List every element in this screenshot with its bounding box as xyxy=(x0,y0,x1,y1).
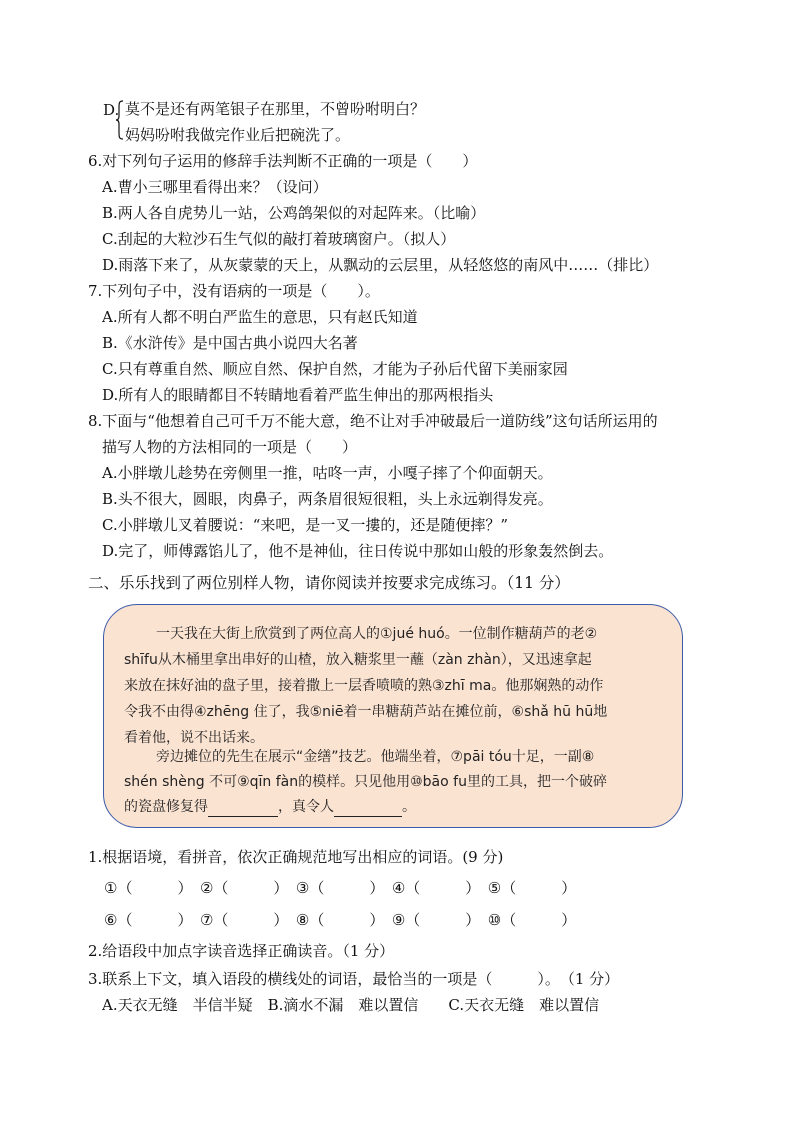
passage-line-6: 旁边摊位的先生在展示“金缮”技艺。他端坐着，⑦pāi tóu十足，一副⑧ xyxy=(156,749,595,765)
q7-option-a: A.所有人都不明白严监生的意思，只有赵氏知道 xyxy=(102,308,418,326)
q8-option-c: C.小胖墩儿叉着腰说：“来吧，是一叉一摟的，还是随便摔？” xyxy=(102,516,509,534)
passage-line-3: 来放在抹好油的盘子里，接着撒上一层香喷喷的熟③zhī ma。他那娴熟的动作 xyxy=(124,678,604,694)
fill-blank-2[interactable] xyxy=(334,798,402,817)
q5-option-d-line1: 莫不是还有两笔银子在那里，不曾吩咐明白？ xyxy=(125,100,426,118)
answer-slots-row-2[interactable]: ⑥（ ） ⑦（ ） ⑧（ ） ⑨（ ） ⑩（ ） xyxy=(104,911,577,929)
section-2-title: 二、乐乐找到了两位别样人物，请你阅读并按要求完成练习。（11 分） xyxy=(88,574,570,592)
brace-icon xyxy=(116,100,124,140)
sub1-stem: 1.根据语境，看拼音，依次正确规范地写出相应的词语。(9 分) xyxy=(88,848,504,866)
q6-option-b: B.两人各自虎势儿一站，公鸡鸽架似的对起阵来。（比喻） xyxy=(102,204,486,222)
passage-line-5: 看着他，说不出话来。 xyxy=(124,730,264,746)
q6-option-d: D.雨落下来了，从灰蒙蒙的天上，从飘动的云层里，从轻悠悠的南风中……（排比） xyxy=(102,256,659,274)
passage-last-line-mid: ，真令人 xyxy=(278,799,334,815)
sub3-stem: 3.联系上下文，填入语段的横线处的词语，最恰当的一项是（ ）。 （1 分） xyxy=(88,970,620,988)
q6-stem: 6.对下列句子运用的修辞手法判断不正确的一项是（ ） xyxy=(88,152,478,170)
passage-line-4: 令我不由得④zhēng 住了，我⑤niē着一串糖葫芦站在摊位前，⑥shǎ hū hū地 xyxy=(124,704,608,720)
q7-option-c: C.只有尊重自然、顺应自然、保护自然，才能为子孙后代留下美丽家园 xyxy=(102,360,568,378)
q6-option-a: A.曹小三哪里看得出来？（设问） xyxy=(102,178,328,196)
passage-line-1: 一天我在大街上欣赏到了两位高人的①jué huó。一位制作糖葫芦的老② xyxy=(156,626,598,642)
passage-last-line-end: 。 xyxy=(402,799,416,815)
passage-line-7: shén shèng 不可⑨qīn fàn的模样。只见他用⑩bāo fu里的工具，把一个破碎 xyxy=(124,774,607,790)
passage-last-line-start: 的瓷盘修复得 xyxy=(124,799,208,815)
q7-option-d: D.所有人的眼睛都目不转睛地看着严监生伸出的那两根指头 xyxy=(102,386,494,404)
q8-stem-line1: 8.下面与“他想着自己可千万不能大意，绝不让对手冲破最后一道防线”这句话所运用的 xyxy=(88,412,658,430)
q8-option-a: A.小胖墩儿趁势在旁侧里一推，咕咚一声，小嘎子摔了个仰面朝天。 xyxy=(102,464,553,482)
q7-option-b: B.《水浒传》是中国古典小说四大名著 xyxy=(102,334,358,352)
answer-slots-row-1[interactable]: ①（ ） ②（ ） ③（ ） ④（ ） ⑤（ ） xyxy=(104,879,577,897)
q5-option-d-label: D. xyxy=(103,101,120,119)
sub3-options: A.天衣无缝 半信半疑 B.滴水不漏 难以置信 C.天衣无缝 难以置信 xyxy=(102,996,600,1014)
passage-line-2: shīfu从木桶里拿出串好的山楂，放入糖浆里一蘸（zàn zhàn），又迅速拿起 xyxy=(124,652,592,668)
reading-passage-box xyxy=(103,604,683,828)
fill-blank-1[interactable] xyxy=(208,798,278,817)
sub2-stem: 2.给语段中加点字读音选择正确读音。（1 分） xyxy=(88,942,395,960)
q8-stem-line2: 描写人物的方法相同的一项是（ ） xyxy=(102,438,358,456)
passage-line-8 xyxy=(124,798,416,817)
q6-option-c: C.刮起的大粒沙石生气似的敲打着玻璃窗户。（拟人） xyxy=(102,230,456,248)
q7-stem: 7.下列句子中，没有语病的一项是（ ）。 xyxy=(88,282,380,300)
q8-option-d: D.完了，师傅露馅儿了，他不是神仙，往日传说中那如山般的形象轰然倒去。 xyxy=(102,542,614,560)
q5-option-d-line2: 妈妈吩咐我做完作业后把碗洗了。 xyxy=(125,126,351,144)
q8-option-b: B.头不很大，圆眼，肉鼻子，两条眉很短很粗，头上永远剃得发亮。 xyxy=(102,490,553,508)
